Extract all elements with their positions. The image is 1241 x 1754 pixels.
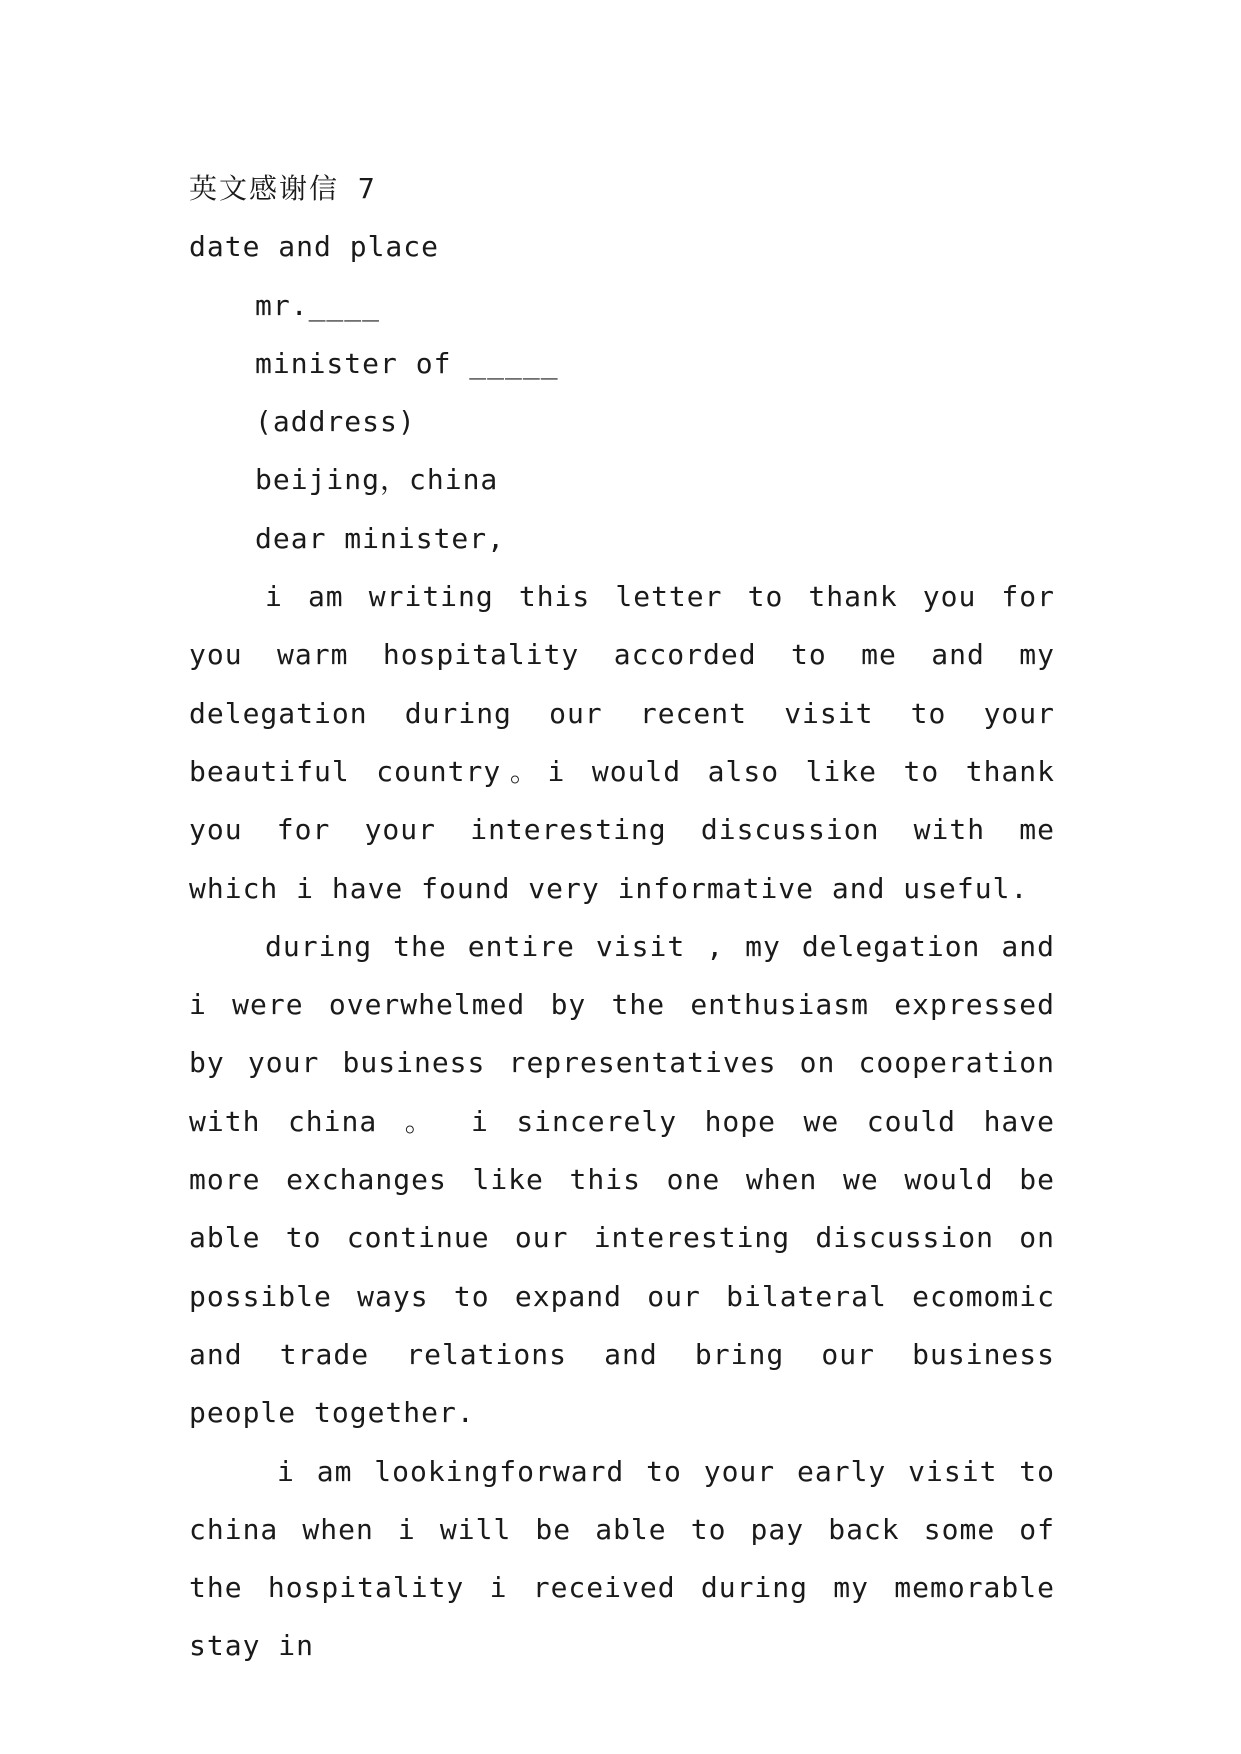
date-and-place: date and place [189, 230, 440, 264]
body-paragraph-3: i am lookingforward to your early visit to china when i will be able to pay back some of the hospitality i received during my memorable stay in [189, 1454, 1055, 1663]
recipient-title: minister of _____ [255, 346, 559, 380]
document-title: 英文感谢信 7 [189, 172, 377, 205]
salutation: dear minister, [255, 521, 506, 555]
letter-page [189, 160, 1055, 1676]
recipient-city: beijing，china [255, 463, 499, 497]
body-paragraph-1: i am writing this letter to thank you for you warm hospitality accorded to me and my delegation during our recent visit to your beautiful country。i would also like to thank you for your interesting discussion with me which i have found very informative and useful. [189, 580, 1055, 905]
recipient-address: (address) [255, 405, 416, 439]
body-paragraph-2: during the entire visit , my delegation and i were overwhelmed by the enthusiasm expressed by your business representatives on cooperation with china 。 i sincerely hope we could have more exchanges like this one when we would be able to continue our interesting discussion on possible ways to expand our bilateral ecomomic and trade relations and bring our business people together. [189, 929, 1055, 1430]
recipient-name: mr.____ [255, 288, 381, 322]
